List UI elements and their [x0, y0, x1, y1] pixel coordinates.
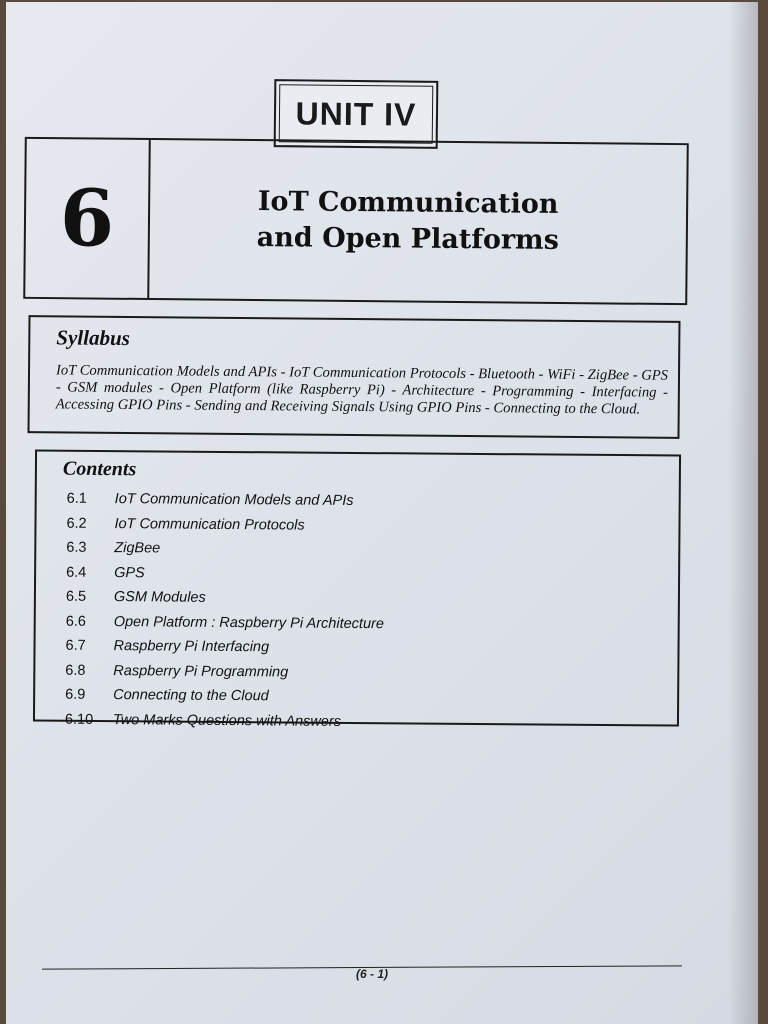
toc-title: GSM Modules [113, 589, 206, 607]
chapter-title-line2: and Open Platforms [256, 222, 560, 256]
contents-heading: Contents [62, 457, 137, 481]
toc-title: Raspberry Pi Interfacing [113, 638, 270, 656]
unit-label: UNIT IV [295, 94, 417, 133]
toc-number: 6.1 [66, 490, 87, 508]
chapter-header [23, 137, 689, 305]
toc-number: 6.5 [65, 588, 87, 606]
toc-number: 6.6 [65, 613, 86, 630]
toc-title: Two Marks Questions with Answers [112, 711, 342, 730]
chapter-title [149, 140, 686, 303]
toc-number: 6.4 [66, 564, 87, 581]
toc-number: 6.9 [65, 686, 86, 704]
contents-section [33, 449, 681, 730]
toc-number: 6.2 [66, 515, 87, 532]
page-number: (6 - 1) [356, 967, 389, 981]
toc-title: IoT Communication Models and APIs [114, 491, 354, 510]
toc-title: ZigBee [114, 540, 161, 557]
chapter-number: 6 [25, 139, 151, 298]
toc-title: IoT Communication Protocols [114, 515, 305, 534]
page-shadow [728, 2, 758, 1024]
toc-title: GPS [114, 564, 145, 582]
chapter-title-line1: IoT Communication [257, 186, 559, 220]
syllabus-heading: Syllabus [56, 325, 130, 351]
page [6, 2, 758, 1024]
toc-number: 6.8 [65, 662, 86, 679]
syllabus-section [27, 315, 680, 439]
toc-number: 6.7 [65, 637, 86, 655]
toc-number: 6.3 [66, 539, 87, 557]
unit-badge [274, 79, 439, 149]
toc-item [45, 707, 667, 736]
toc-title: Raspberry Pi Programming [113, 662, 289, 681]
syllabus-text: IoT Communication Models and APIs - IoT Communication Protocols - Bluetooth - WiFi - ZigBee - GPS - GSM modules - Open Platform (like Raspberry Pi) - Architecture - Programming - Interfacing - Accessing GPIO Pins - Sending and Receiving Signals Using GPIO Pins - Connecting to the Cloud. [55, 362, 669, 418]
toc-title: Connecting to the Cloud [113, 687, 269, 705]
toc-number: 6.10 [64, 711, 94, 728]
toc-title: Open Platform : Raspberry Pi Architecture [113, 613, 385, 632]
